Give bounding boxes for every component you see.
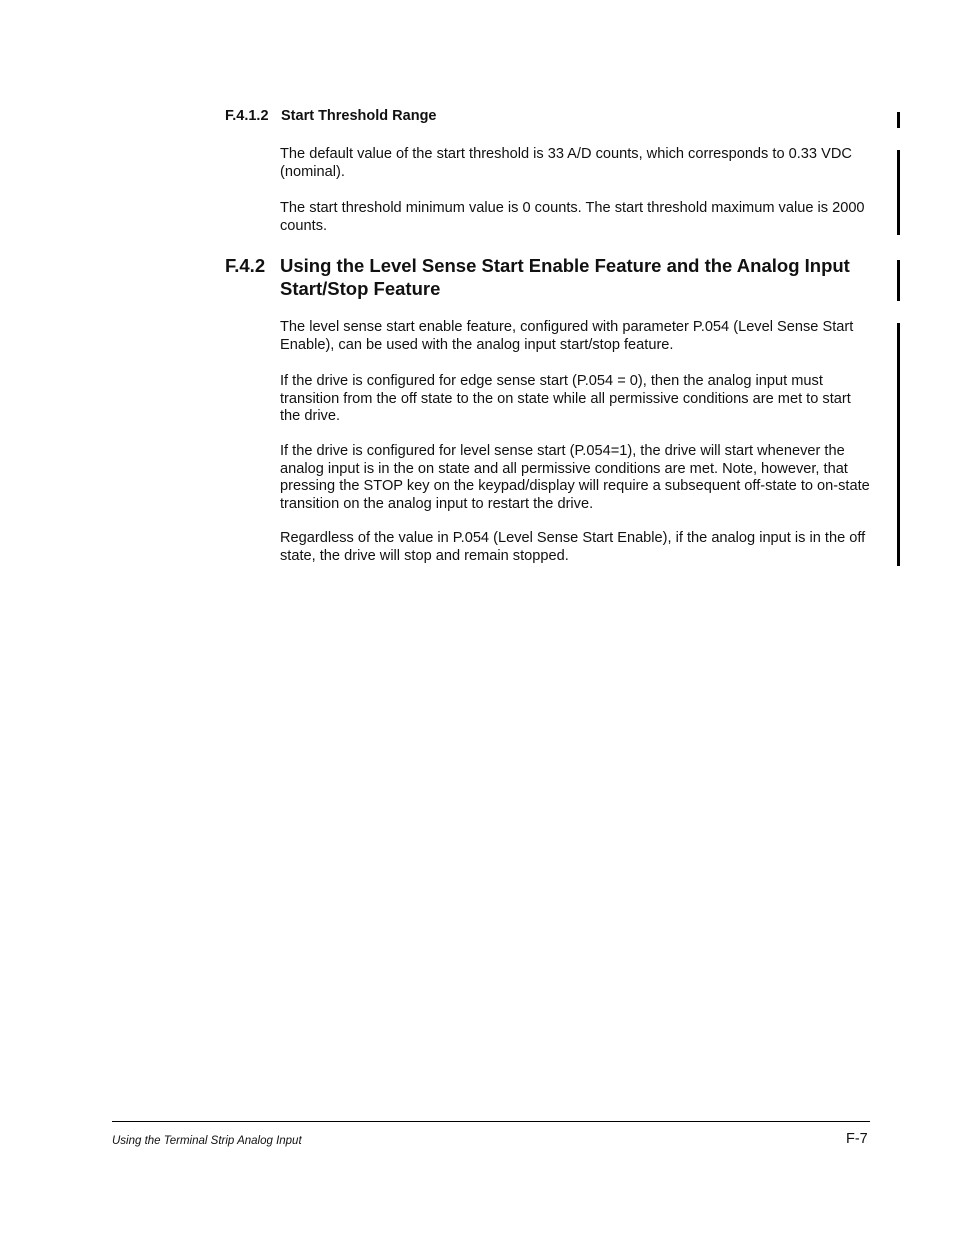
paragraph: Regardless of the value in P.054 (Level Sense Start Enable), if the analog input is in the off state, the drive will stop and remain stopped. <box>280 530 866 564</box>
paragraph: If the drive is configured for edge sense start (P.054 = 0), then the analog input must transition from the off state to the on state while all permissive conditions are met to start the drive. <box>280 373 851 424</box>
paragraph: If the drive is configured for level sense start (P.054=1), the drive will start whenever the analog input is in the on state and all permissive conditions are met. Note, however, that pressing the STOP key on the keypad/display will require a subsequent off-state to on-state transition on the analog input to restart the drive. <box>280 443 870 512</box>
section-number: F.4.2 <box>225 255 266 276</box>
paragraph: The level sense start enable feature, configured with parameter P.054 (Level Sense Start Enable), can be used with the analog input start/stop feature. <box>280 319 854 353</box>
subsection-title: Start Threshold Range <box>281 108 437 124</box>
section-title: Using the Level Sense Start Enable Feature and the Analog Input Start/Stop Feature <box>280 255 850 299</box>
subsection-number: F.4.1.2 <box>225 108 269 124</box>
subsection-heading <box>225 108 437 124</box>
change-bar <box>897 150 900 235</box>
footer-chapter-title: Using the Terminal Strip Analog Input <box>112 1135 302 1147</box>
paragraph: The default value of the start threshold is 33 A/D counts, which corresponds to 0.33 VDC (nominal). <box>280 146 852 180</box>
change-bar <box>897 112 900 128</box>
page-number: F-7 <box>846 1131 868 1147</box>
footer-rule <box>112 1121 870 1122</box>
change-bar <box>897 323 900 566</box>
change-bar <box>897 260 900 301</box>
paragraph: The start threshold minimum value is 0 counts. The start threshold maximum value is 2000 counts. <box>280 200 865 234</box>
